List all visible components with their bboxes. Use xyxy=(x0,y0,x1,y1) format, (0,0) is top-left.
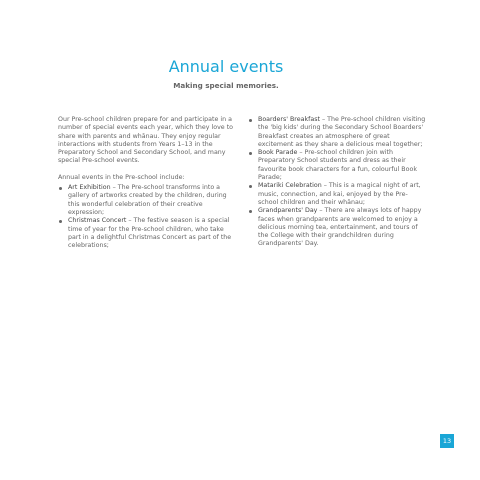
event-description: – This is a magical night of art, music, connection, and kai, enjoyed by the Pre-school children and their whānau; xyxy=(258,182,421,206)
event-name: Grandparents' Day xyxy=(258,207,318,215)
event-description: – The Pre-school transforms into a gallery of artworks created by the children, during this wonderful celebration of their creative expression; xyxy=(68,184,227,216)
event-description: – The Pre-school children visiting the 'big kids' during the Secondary School Boarders' Breakfast creates an atmosphere of great excitement as they share a delicious meal together; xyxy=(258,116,426,148)
list-item xyxy=(58,184,236,217)
page-title: Annual events xyxy=(168,57,284,76)
bullet-icon xyxy=(59,187,62,190)
list-item xyxy=(248,182,426,207)
right-events-list xyxy=(248,116,426,249)
intro-paragraph: Our Pre-school children prepare for and participate in a number of special events each year, which they love to share with parents and whānau. They enjoy regular interactions with students from Years 1–13 in the Preparatory School and Secondary School, and many special Pre-school events. xyxy=(58,116,234,165)
event-name: Book Parade xyxy=(258,149,298,157)
events-list-intro: Annual events in the Pre-school include: xyxy=(58,173,185,181)
event-description: – The festive season is a special time of year for the Pre-school children, who take part in a delightful Christmas Concert as part of the celebrations; xyxy=(68,217,232,250)
event-name: Art Exhibition xyxy=(68,184,111,192)
event-description: – Pre-school children join with Preparatory School students and dress as their favourite book characters for a fun, colourful Book Parade; xyxy=(258,149,417,182)
bullet-icon xyxy=(249,152,252,155)
bullet-icon xyxy=(249,185,252,188)
bullet-icon xyxy=(249,119,252,122)
page-subtitle: Making special memories. xyxy=(173,81,279,90)
bullet-icon xyxy=(59,220,62,223)
list-item xyxy=(248,149,426,182)
list-item xyxy=(58,217,236,250)
left-events-list xyxy=(58,184,236,250)
left-column xyxy=(58,116,236,250)
page-number-badge: 13 xyxy=(440,434,454,448)
list-item xyxy=(248,116,426,149)
event-description: – There are always lots of happy faces when grandparents are welcomed to enjoy a delicious morning tea, entertainment, and tours of the College with their grandchildren during Grandparents' Day. xyxy=(258,207,422,248)
right-column xyxy=(248,116,426,249)
bullet-icon xyxy=(249,210,252,213)
event-name: Christmas Concert xyxy=(68,217,127,225)
event-name: Boarders' Breakfast xyxy=(258,116,320,123)
event-name: Matariki Celebration xyxy=(258,182,322,190)
list-item xyxy=(248,207,426,248)
